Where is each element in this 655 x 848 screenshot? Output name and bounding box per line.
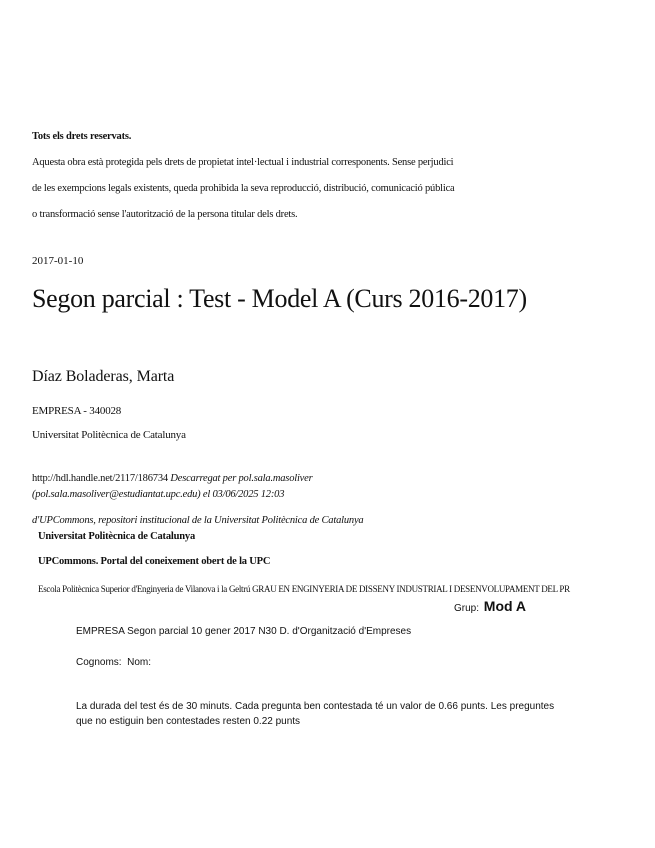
- rights-line-3: o transformació sense l'autorització de la persona titular dels drets.: [32, 209, 298, 220]
- rights-line-2: de les exempcions legals existents, queda prohibida la seva reproducció, distribució, comunicació pública: [32, 183, 455, 194]
- school-line: Escola Politècnica Superior d'Enginyeria de Vilanova i la Geltrú GRAU EN ENGINYERIA DE DISSENY INDUSTRIAL I DESENVOLUPAMENT DEL PR: [38, 584, 570, 594]
- download-info: Descarregat per pol.sala.masoliver: [170, 473, 313, 484]
- rights-line-1: Aquesta obra està protegida pels drets de propietat intel·lectual i industrial corresponents. Sense perjudici: [32, 157, 454, 168]
- group-indicator: [454, 598, 526, 614]
- rights-title: Tots els drets reservats.: [32, 131, 132, 142]
- repository-line: d'UPCommons, repositori institucional de la Universitat Politècnica de Catalunya: [32, 515, 364, 526]
- group-value: Mod A: [483, 598, 527, 614]
- publication-date: 2017-01-10: [32, 255, 84, 267]
- group-label: Grup:: [454, 603, 480, 614]
- download-email-line: (pol.sala.masoliver@estudiantat.upc.edu) el 03/06/2025 12:03: [32, 489, 285, 500]
- exam-instructions-1: La durada del test és de 30 minuts. Cada pregunta ben contestada té un valor de 0.66 punts. Les preguntes: [76, 701, 555, 712]
- exam-name-line: Cognoms: Nom:: [76, 657, 152, 668]
- handle-link[interactable]: http://hdl.handle.net/2117/186734: [32, 473, 168, 484]
- exam-institution: Universitat Politècnica de Catalunya: [38, 531, 195, 542]
- download-line-1: [32, 473, 313, 484]
- exam-portal: UPCommons. Portal del coneixement obert de la UPC: [38, 556, 271, 567]
- document-title: Segon parcial : Test - Model A (Curs 2016-2017): [32, 284, 527, 313]
- university-name: Universitat Politècnica de Catalunya: [32, 429, 186, 441]
- course-code: EMPRESA - 340028: [32, 405, 122, 417]
- author-name: Díaz Boladeras, Marta: [32, 368, 175, 385]
- exam-subject-line: EMPRESA Segon parcial 10 gener 2017 N30 D. d'Organització d'Empreses: [76, 626, 412, 637]
- download-line-3: [32, 515, 363, 526]
- exam-instructions-2: que no estiguin ben contestades resten 0.22 punts: [76, 716, 301, 727]
- download-line-2: [32, 489, 284, 500]
